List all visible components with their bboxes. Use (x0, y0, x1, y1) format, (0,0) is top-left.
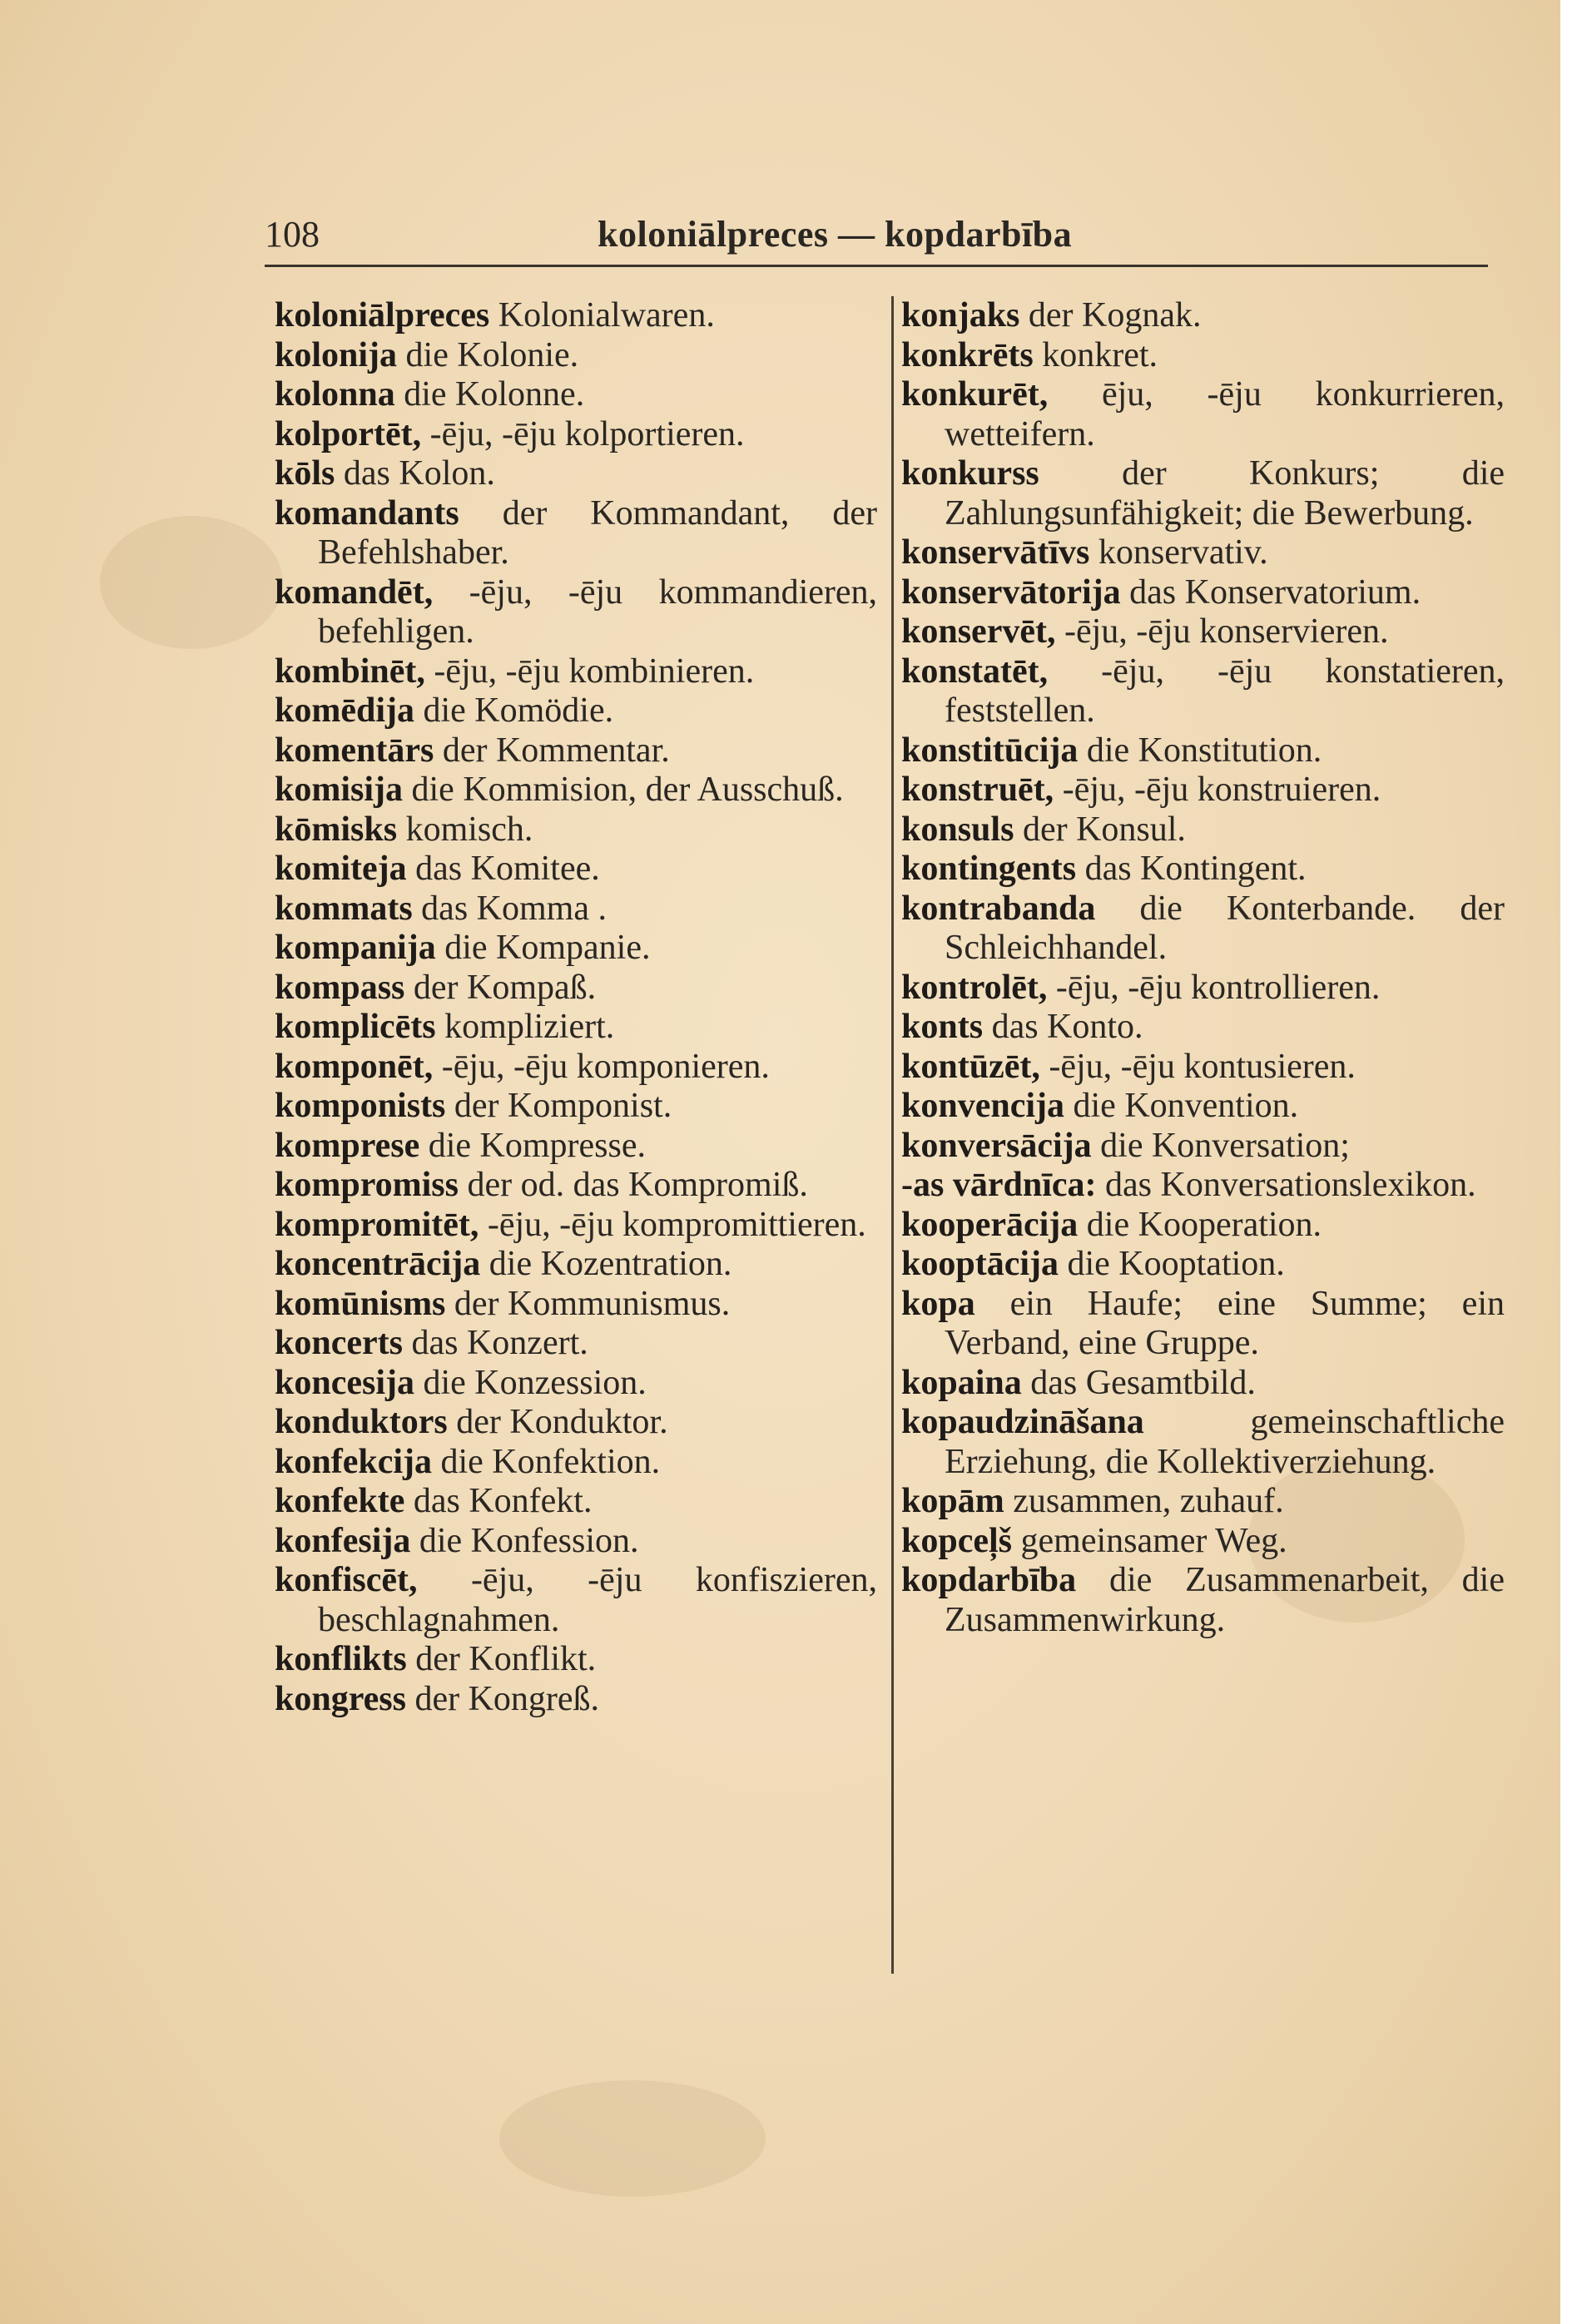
running-head: koloniālpreces — kopdarbība (598, 214, 1073, 255)
entry-headword: kōls (275, 454, 335, 493)
entry-definition: -ēju, -ēju konstatieren, feststellen. (945, 652, 1505, 730)
entry-headword: -as vārdnīca: (901, 1166, 1097, 1204)
entry-headword: kompromitēt, (275, 1205, 479, 1244)
entry-headword: konkurēt, (901, 375, 1049, 414)
dictionary-entry (275, 1324, 877, 1364)
dictionary-entry (901, 1008, 1505, 1048)
entry-definition: ein Haufe; eine Summe; ein Verband, eine Gruppe. (945, 1284, 1505, 1362)
entry-headword: koncerts (275, 1324, 403, 1362)
entry-definition: ēju, -ēju konkurrieren, wetteifern. (945, 375, 1505, 453)
entry-headword: konsuls (901, 810, 1014, 849)
entry-headword: koncentrācija (275, 1245, 481, 1283)
dictionary-entry (901, 296, 1505, 336)
dictionary-entry (275, 691, 877, 731)
dictionary-entry (901, 771, 1505, 810)
dictionary-entry (275, 810, 877, 850)
entry-headword: kompromiss (275, 1166, 459, 1204)
dictionary-entry (275, 1285, 877, 1325)
entry-headword: komiteja (275, 850, 407, 888)
entry-definition: der Kommandant, der Befehlshaber. (318, 493, 877, 572)
dictionary-entry (275, 731, 877, 771)
entry-headword: konkurss (901, 454, 1039, 493)
dictionary-entry (901, 454, 1505, 533)
entry-headword: kommats (275, 889, 413, 928)
dictionary-entry (901, 533, 1505, 573)
dictionary-entry (901, 1087, 1505, 1127)
entry-definition: -ēju, -ēju komponieren. (441, 1047, 770, 1086)
entry-headword: komponists (275, 1087, 446, 1125)
entry-definition: das Komma . (421, 889, 607, 928)
dictionary-entry (275, 1680, 877, 1720)
entry-headword: kōmisks (275, 810, 398, 849)
entry-definition: -ēju, -ēju konfiszieren, beschlagnahmen. (318, 1561, 877, 1639)
header-rule (265, 265, 1488, 267)
entry-headword: komūnisms (275, 1284, 446, 1323)
entry-headword: kooptācija (901, 1245, 1059, 1283)
dictionary-entry (275, 1008, 877, 1048)
entry-headword: kontūzēt, (901, 1047, 1040, 1086)
dictionary-entry (275, 1561, 877, 1640)
entry-headword: kontingents (901, 850, 1077, 888)
entry-definition: Kolonialwaren. (498, 296, 715, 334)
entry-definition: die Konzession. (423, 1363, 647, 1402)
left-column (275, 296, 877, 1719)
dictionary-entry (901, 1403, 1505, 1482)
entry-headword: konstatēt, (901, 652, 1049, 691)
entry-headword: koncesija (275, 1363, 414, 1402)
entry-definition: gemeinschaftliche Erziehung, die Kollektiverziehung. (945, 1403, 1505, 1481)
entry-definition: der Konsul. (1022, 810, 1186, 849)
entry-definition: das Konzert. (411, 1324, 588, 1362)
dictionary-entry (901, 1364, 1505, 1404)
dictionary-entry (275, 929, 877, 969)
entry-definition: die Kompresse. (428, 1126, 646, 1165)
entry-definition: -ēju, -ēju konstruieren. (1062, 771, 1381, 809)
entry-definition: die Konvention. (1073, 1087, 1299, 1125)
dictionary-entry (901, 1482, 1505, 1522)
entry-definition: der Konkurs; die Zahlungsunfähigkeit; die Bewerbung. (945, 454, 1505, 533)
entry-definition: der od. das Kompromiß. (467, 1166, 808, 1204)
entry-headword: konflikts (275, 1640, 407, 1678)
entry-headword: kopdarbība (901, 1561, 1077, 1599)
entry-headword: kolportēt, (275, 414, 422, 453)
dictionary-entry (901, 731, 1505, 771)
dictionary-entry (275, 1245, 877, 1285)
entry-headword: komentārs (275, 731, 434, 770)
entry-definition: die Kommision, der Ausschuß. (411, 771, 844, 809)
entry-headword: kopaina (901, 1363, 1022, 1402)
entry-headword: konfiscēt, (275, 1561, 418, 1599)
paper-stain (499, 2080, 766, 2197)
entry-definition: der Konduktor. (456, 1403, 668, 1441)
entry-definition: das Kolon. (343, 454, 495, 493)
entry-definition: die Konfektion. (440, 1442, 661, 1481)
entry-definition: die Konstitution. (1086, 731, 1322, 770)
entry-definition: -ēju, -ēju kolportieren. (429, 414, 745, 453)
entry-definition: -ēju, -ēju kompromittieren. (487, 1205, 866, 1244)
entry-headword: koloniālpreces (275, 296, 490, 334)
dictionary-entry (901, 850, 1505, 889)
dictionary-entry (275, 771, 877, 810)
entry-headword: konservātīvs (901, 533, 1090, 572)
entry-headword: kooperācija (901, 1205, 1079, 1244)
dictionary-entry (901, 1245, 1505, 1285)
entry-definition: konkret. (1042, 335, 1158, 374)
dictionary-entry (275, 296, 877, 336)
entry-definition: der Kommentar. (442, 731, 670, 770)
entry-definition: das Konservatorium. (1129, 572, 1421, 612)
dictionary-entry (901, 375, 1505, 454)
entry-headword: konkrēts (901, 335, 1034, 374)
entry-definition: die Kolonne. (404, 375, 585, 414)
dictionary-entry (275, 1087, 877, 1127)
entry-headword: kontrolēt, (901, 968, 1048, 1007)
entry-headword: konduktors (275, 1403, 448, 1441)
entry-headword: kombinēt, (275, 652, 425, 691)
dictionary-entry (901, 612, 1505, 652)
entry-headword: kopām (901, 1482, 1004, 1520)
dictionary-entry (901, 889, 1505, 969)
entry-definition: -ēju, -ēju kontrollieren. (1055, 968, 1381, 1007)
entry-definition: die Kooperation. (1086, 1205, 1322, 1244)
entry-headword: konstitūcija (901, 731, 1079, 770)
dictionary-entry (275, 573, 877, 652)
entry-headword: komisija (275, 771, 404, 809)
entry-headword: kompass (275, 968, 405, 1007)
dictionary-entry (275, 494, 877, 573)
entry-headword: kopaudzināšana (901, 1403, 1144, 1441)
entry-definition: die Konversation; (1100, 1126, 1350, 1165)
dictionary-entry (901, 1285, 1505, 1364)
dictionary-entry (275, 1403, 877, 1443)
entry-headword: konservātorija (901, 572, 1121, 612)
entry-headword: konfekte (275, 1482, 405, 1520)
entry-definition: konservativ. (1098, 533, 1268, 572)
dictionary-entry (901, 1561, 1505, 1640)
page-number: 108 (265, 214, 320, 255)
entry-definition: die Kompanie. (444, 929, 651, 967)
page-header (265, 210, 1488, 268)
dictionary-entry (275, 889, 877, 929)
dictionary-entry (275, 454, 877, 494)
entry-definition: die Kolonie. (405, 335, 579, 374)
entry-definition: komisch. (405, 810, 533, 849)
entry-definition: kompliziert. (444, 1008, 615, 1046)
entry-headword: komēdija (275, 691, 414, 730)
entry-headword: komponēt, (275, 1047, 434, 1086)
entry-headword: konservēt, (901, 612, 1056, 651)
entry-definition: -ēju, -ēju kontusieren. (1049, 1047, 1356, 1086)
entry-definition: der Kognak. (1028, 296, 1202, 334)
dictionary-entry (901, 1206, 1505, 1246)
entry-headword: komprese (275, 1126, 420, 1165)
entry-definition: -ēju, -ēju kommandieren, befehligen. (318, 572, 878, 651)
dictionary-entry (275, 336, 877, 376)
entry-definition: der Konflikt. (415, 1640, 597, 1678)
entry-headword: konversācija (901, 1126, 1092, 1165)
entry-definition: -ēju, -ēju konservieren. (1064, 612, 1389, 651)
entry-headword: konfesija (275, 1521, 411, 1560)
dictionary-entry (275, 1640, 877, 1680)
dictionary-entry (275, 415, 877, 455)
entry-definition: das Konfekt. (413, 1482, 593, 1520)
entry-definition: die Zusammenarbeit, die Zusammenwirkung. (945, 1561, 1505, 1639)
scan-margin (1560, 0, 1587, 2324)
entry-headword: kompanija (275, 929, 436, 967)
entry-definition: das Komitee. (415, 850, 600, 888)
entry-definition: die Konterbande. der Schleichhandel. (945, 889, 1505, 967)
entry-headword: konstruēt, (901, 771, 1054, 809)
entry-headword: kopa (901, 1284, 975, 1323)
entry-definition: zusammen, zuhauf. (1013, 1482, 1284, 1520)
dictionary-entry (901, 1127, 1505, 1167)
entry-definition: der Kompaß. (413, 968, 597, 1007)
entry-definition: das Gesamtbild. (1030, 1363, 1256, 1402)
entry-definition: die Komödie. (423, 691, 614, 730)
dictionary-entry (901, 1522, 1505, 1562)
dictionary-entry (275, 1206, 877, 1246)
entry-definition: der Kommunismus. (454, 1284, 731, 1323)
entry-definition: die Kozentration. (488, 1245, 732, 1283)
entry-headword: kopceļš (901, 1521, 1013, 1560)
dictionary-entry (901, 1048, 1505, 1088)
right-column (901, 296, 1505, 1640)
entry-headword: komplicēts (275, 1008, 436, 1046)
entry-definition: die Kooptation. (1067, 1245, 1285, 1283)
dictionary-entry (275, 652, 877, 692)
entry-headword: konfekcija (275, 1442, 432, 1481)
entry-headword: kongress (275, 1679, 406, 1718)
dictionary-entry (901, 969, 1505, 1008)
entry-headword: konvencija (901, 1087, 1065, 1125)
dictionary-entry (275, 1166, 877, 1206)
dictionary-entry (275, 1127, 877, 1167)
entry-headword: kolonija (275, 335, 398, 374)
dictionary-entry (275, 1522, 877, 1562)
dictionary-entry (275, 1364, 877, 1404)
entry-headword: kontrabanda (901, 889, 1096, 928)
entry-headword: komandants (275, 493, 459, 533)
dictionary-entry (275, 1048, 877, 1088)
paper-stain (100, 516, 283, 649)
entry-definition: das Konto. (991, 1008, 1143, 1046)
column-divider (891, 296, 894, 1974)
dictionary-entry (275, 969, 877, 1008)
dictionary-entry (901, 336, 1505, 376)
entry-definition: gemeinsamer Weg. (1020, 1521, 1287, 1560)
entry-definition: der Komponist. (454, 1087, 672, 1125)
dictionary-entry (901, 652, 1505, 731)
dictionary-entry (901, 1166, 1505, 1206)
entry-definition: das Konversationslexikon. (1105, 1166, 1476, 1204)
dictionary-entry (275, 850, 877, 889)
entry-headword: kolonna (275, 375, 395, 414)
entry-headword: konjaks (901, 296, 1020, 334)
dictionary-entry (275, 1482, 877, 1522)
entry-definition: das Kontingent. (1084, 850, 1307, 888)
dictionary-entry (275, 1443, 877, 1483)
dictionary-entry (275, 375, 877, 415)
entry-definition: -ēju, -ēju kombinieren. (434, 652, 755, 691)
dictionary-entry (901, 810, 1505, 850)
entry-headword: komandēt, (275, 572, 434, 612)
entry-definition: der Kongreß. (414, 1679, 600, 1718)
entry-headword: konts (901, 1008, 984, 1046)
dictionary-entry (901, 573, 1505, 613)
entry-definition: die Konfession. (419, 1521, 639, 1560)
